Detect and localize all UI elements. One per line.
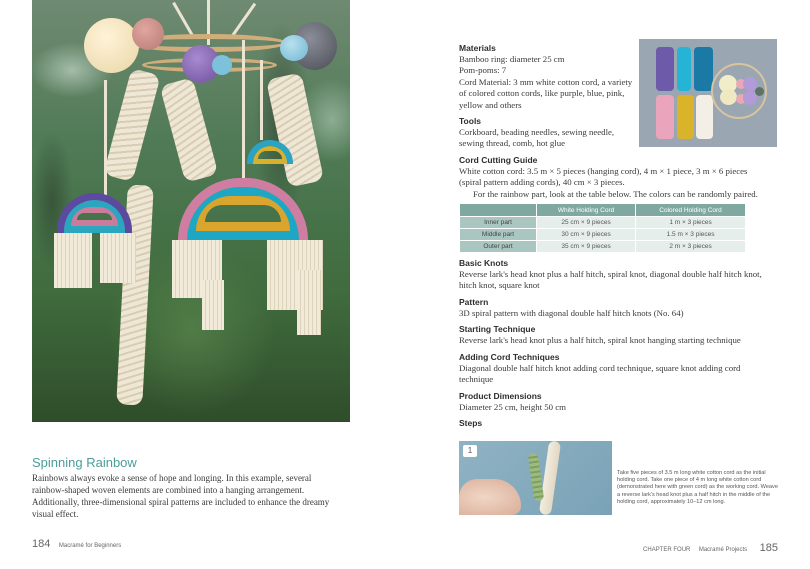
step-1-text: Take five pieces of 3.5 m long white cotton cord as the initial holding cord. Take one piece of 4 m long white cotton cord (demonstrated here with green cord) as the working cord. Weave a reverse lark's head knot plus a half hitch in the middle of the holding cord, approximately 10–12 cm long. [617, 470, 778, 505]
dimensions-text: Diameter 25 cm, height 50 cm [459, 401, 566, 412]
table-row-label: Outer part [460, 241, 536, 252]
table-row [460, 241, 745, 252]
cord-cutting-text: White cotton cord: 3.5 m × 5 pieces (hanging cord), 4 m × 1 piece, 3 m × 6 pieces (spiral pattern adding cords), 40 cm × 3 pieces. [459, 165, 748, 188]
tools-text: Corkboard, beading needles, sewing needle, sewing thread, comb, hot glue [459, 127, 615, 149]
table-cell: 35 cm × 9 pieces [537, 241, 635, 252]
table-header [460, 204, 536, 216]
cord-cutting-table [459, 203, 746, 253]
table-cell: 25 cm × 9 pieces [537, 217, 635, 228]
rainbow-mobile-photo [32, 0, 350, 422]
page-number-right: 185 [759, 542, 778, 554]
pattern-text: 3D spiral pattern with diagonal double half hitch knots (No. 64) [459, 307, 684, 318]
adding-cord-heading: Adding Cord Techniques [459, 351, 560, 362]
table-row [460, 217, 745, 228]
chapter-label: CHAPTER FOUR [643, 547, 691, 553]
materials-heading: Materials [459, 43, 496, 53]
cord-cutting-note: For the rainbow part, look at the table below. The colors can be randomly paired. [473, 188, 758, 199]
table-header: Colored Holding Cord [636, 204, 745, 216]
basic-knots-text: Reverse lark's head knot plus a half hitch, spiral knot, diagonal double half hitch knot, hitch knot, square knot [459, 269, 762, 291]
materials-line: Bamboo ring: diameter 25 cm [459, 54, 565, 64]
steps-heading: Steps [459, 417, 483, 428]
cord-cutting-heading: Cord Cutting Guide [459, 154, 538, 165]
starting-technique-heading: Starting Technique [459, 324, 536, 335]
book-title: Macramé for Beginners [58, 543, 122, 549]
project-intro: Rainbows always evoke a sense of hope and longing. In this example, several rainbow-shaped woven elements are combined into a hanging arrangement. Additionally, three-dimensional spiral patterns are included to enhance the dreamy visual effect. [32, 473, 330, 519]
table-header: White Holding Cord [537, 204, 635, 216]
table-row-label: Inner part [460, 217, 536, 228]
page-number-left: 184 [32, 538, 51, 550]
section-label: Macramé Projects [698, 547, 748, 553]
tools-heading: Tools [459, 116, 482, 127]
starting-technique-text: Reverse lark's head knot plus a half hitch, spiral knot hanging starting technique [459, 335, 741, 346]
table-cell: 30 cm × 9 pieces [537, 229, 635, 240]
basic-knots-heading: Basic Knots [459, 258, 509, 269]
table-cell: 1 m × 3 pieces [636, 217, 745, 228]
materials-line: Cord Material: 3 mm white cotton cord, a variety of colored cotton cords, like purple, blue, pink, yellow and others [459, 76, 633, 110]
table-cell: 2 m × 3 pieces [636, 241, 745, 252]
step-1-photo [459, 441, 612, 515]
folio-left [32, 538, 121, 550]
pattern-heading: Pattern [459, 296, 489, 307]
dimensions-heading: Product Dimensions [459, 390, 542, 401]
table-cell: 1.5 m × 3 pieces [636, 229, 745, 240]
folio-right [643, 538, 778, 556]
materials-line: Pom-poms: 7 [459, 65, 507, 76]
project-title: Spinning Rainbow [32, 455, 137, 470]
table-row-label: Middle part [460, 229, 536, 240]
table-row [460, 229, 745, 240]
step-number: 1 [463, 445, 477, 457]
adding-cord-text: Diagonal double half hitch knot adding cord technique, square knot adding cord technique [459, 362, 741, 385]
project-details [459, 38, 787, 429]
